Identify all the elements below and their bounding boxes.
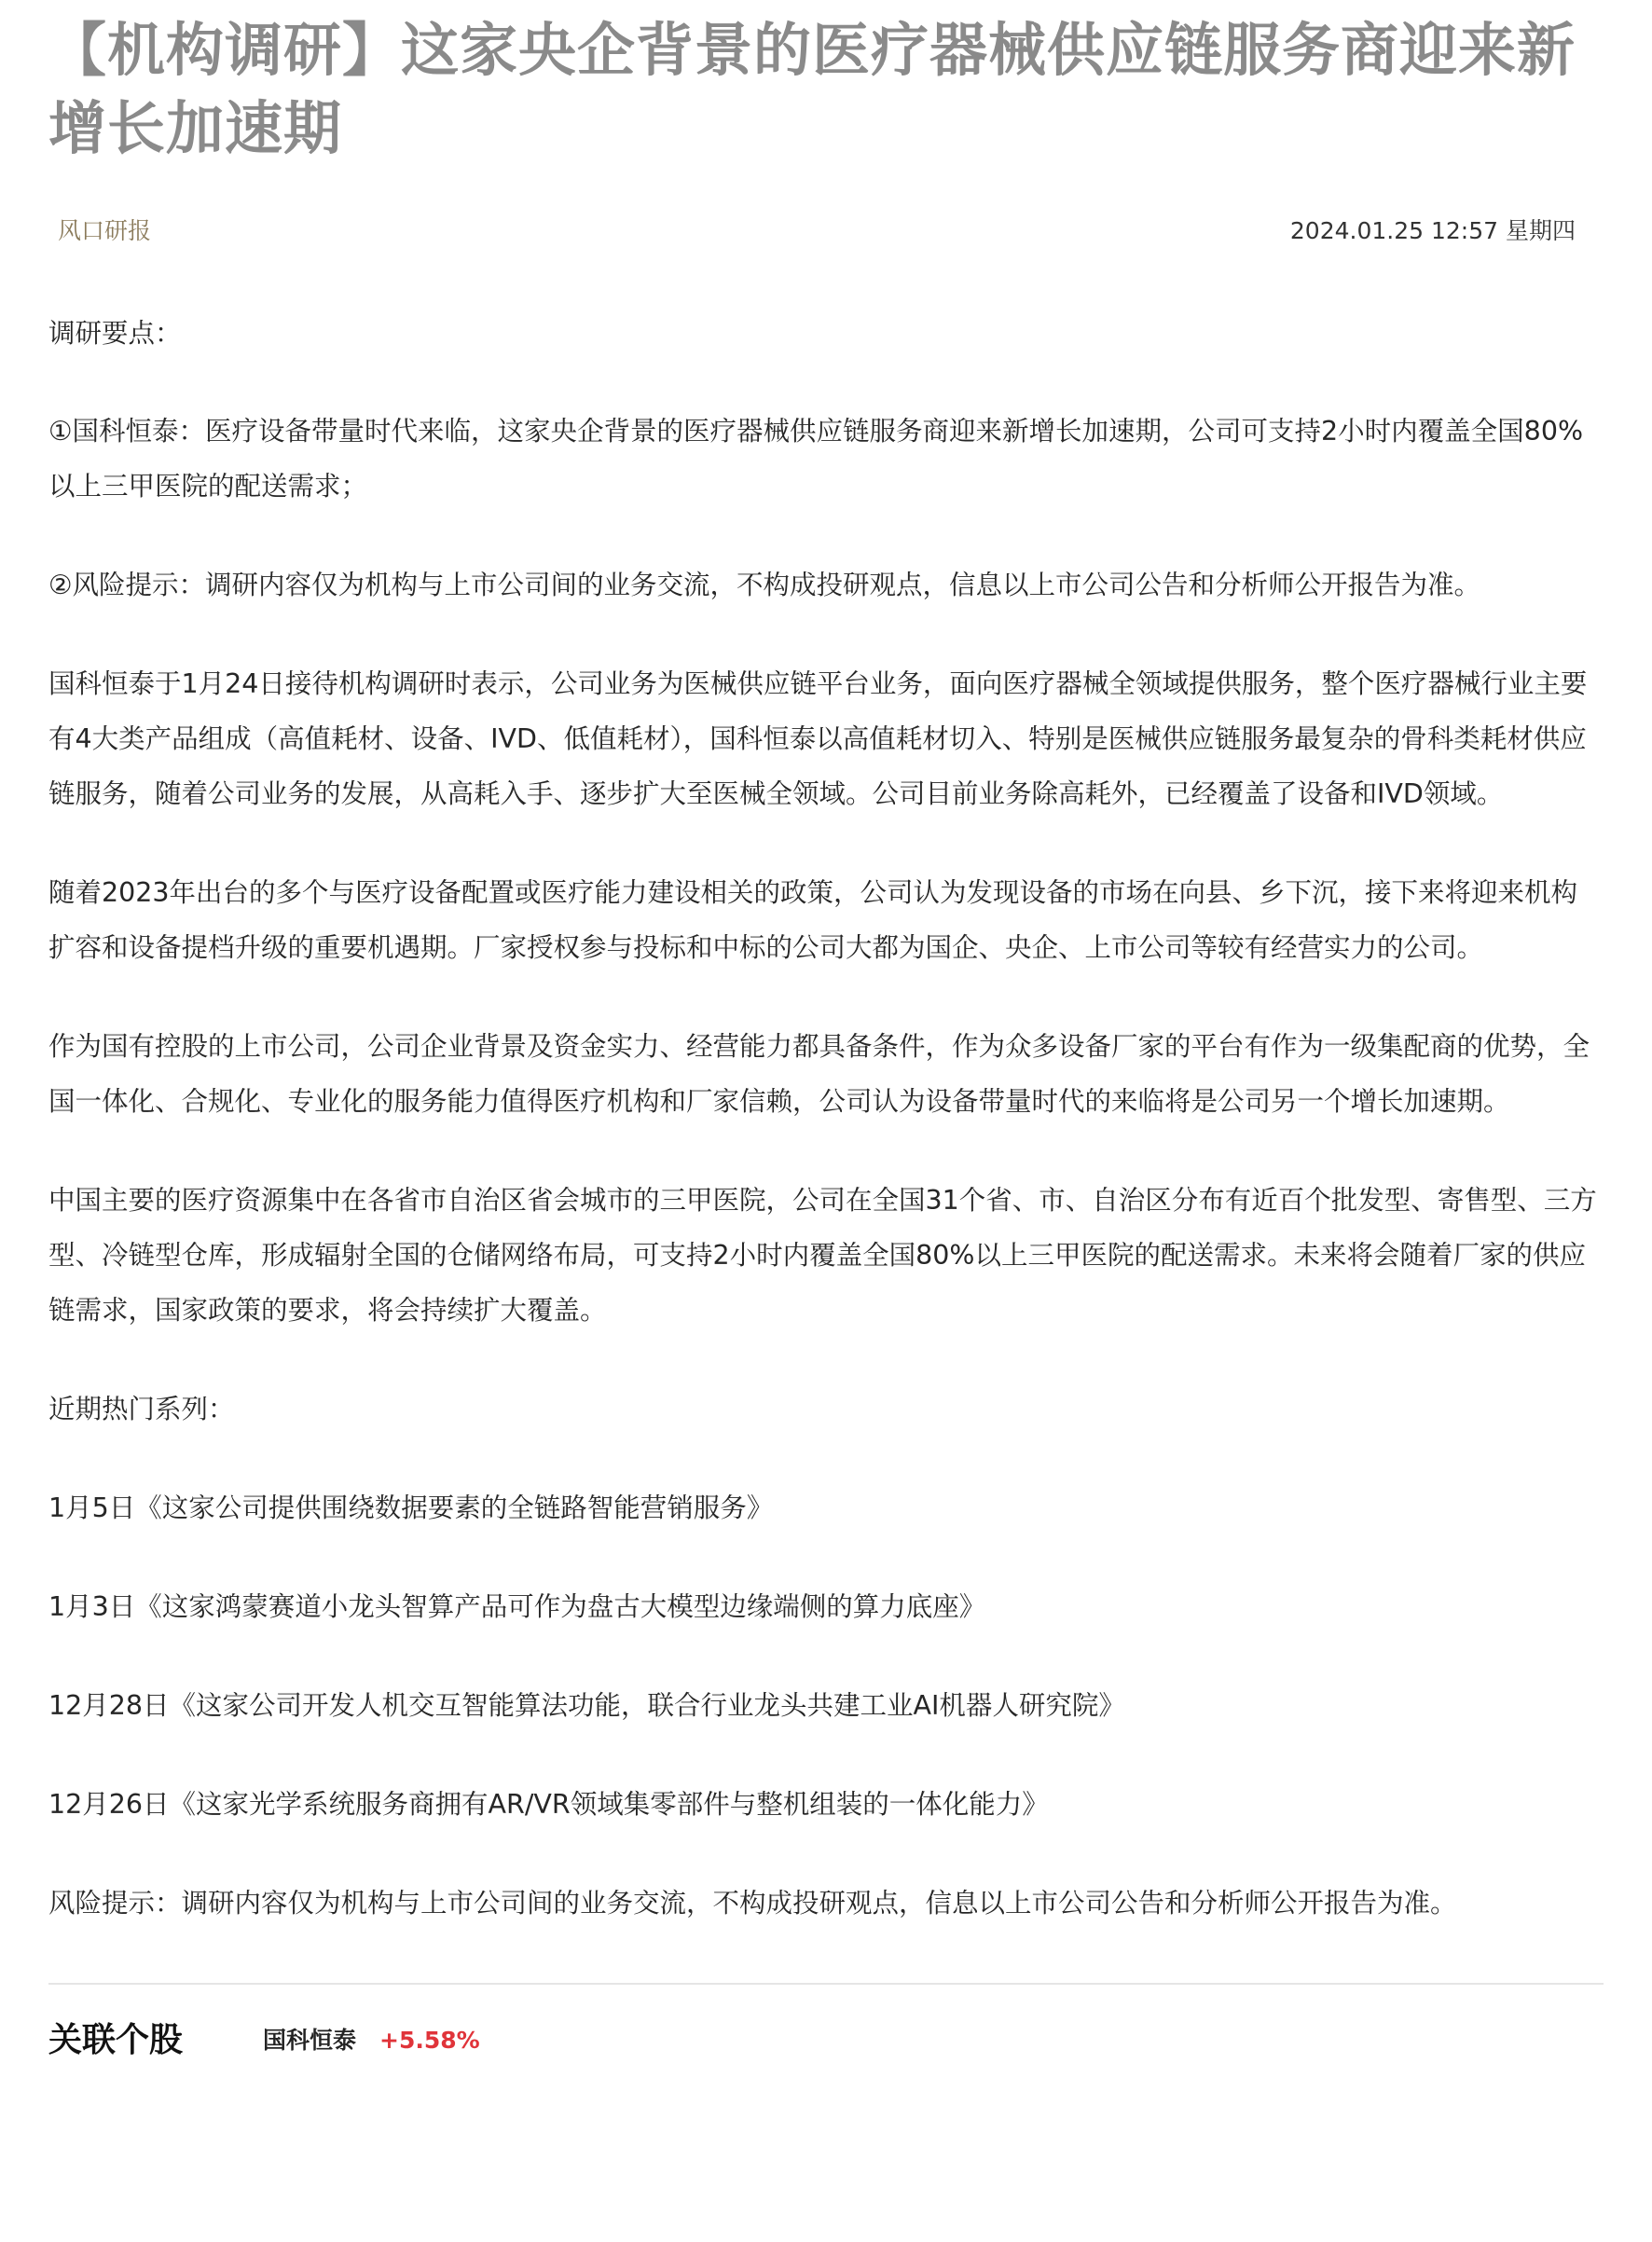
source-link[interactable]: 风口研报 bbox=[58, 217, 152, 244]
paragraph-key-point-1: ①国科恒泰：医疗设备带量时代来临，这家央企背景的医疗器械供应链服务商迎来新增长加速期，公司可支持2小时内覆盖全国80%以上三甲医院的配送需求； bbox=[48, 416, 1584, 502]
paragraph: 随着2023年出台的多个与医疗设备配置或医疗能力建设相关的政策，公司认为发现设备的市场在向县、乡下沉，接下来将迎来机构扩容和设备提档升级的重要机遇期。厂家授权参与投标和中标的公司大都为国企、央企、上市公司等较有经营实力的公司。 bbox=[48, 877, 1578, 963]
series-heading: 近期热门系列： bbox=[48, 1394, 235, 1424]
paragraph-key-point-2: ②风险提示：调研内容仅为机构与上市公司间的业务交流，不构成投研观点，信息以上市公司公告和分析师公开报告为准。 bbox=[48, 570, 1481, 600]
series-link[interactable]: 12月28日《这家公司开发人机交互智能算法功能，联合行业龙头共建工业AI机器人研究院》 bbox=[48, 1690, 1125, 1721]
article-body bbox=[48, 306, 1604, 1931]
paragraph: 中国主要的医疗资源集中在各省市自治区省会城市的三甲医院，公司在全国31个省、市、自治区分布有近百个批发型、寄售型、三方型、冷链型仓库，形成辐射全国的仓储网络布局，可支持2小时内覆盖全国80%以上三甲医院的配送需求。未来将会随着厂家的供应链需求，国家政策的要求，将会持续扩大覆盖。 bbox=[48, 1185, 1597, 1326]
article bbox=[48, 0, 1604, 2069]
related-stock-name[interactable]: 国科恒泰 bbox=[263, 2027, 357, 2054]
related-stocks bbox=[48, 1985, 1604, 2069]
paragraph: 作为国有控股的上市公司，公司企业背景及资金实力、经营能力都具备条件，作为众多设备厂家的平台有作为一级集配商的优势，全国一体化、合规化、专业化的服务能力值得医疗机构和厂家信赖，公司认为设备带量时代的来临将是公司另一个增长加速期。 bbox=[48, 1031, 1590, 1117]
article-title: 【机构调研】这家央企背景的医疗器械供应链服务商迎来新增长加速期 bbox=[48, 16, 1576, 162]
risk-disclaimer: 风险提示：调研内容仅为机构与上市公司间的业务交流，不构成投研观点，信息以上市公司公告和分析师公开报告为准。 bbox=[48, 1888, 1457, 1919]
publish-datetime: 2024.01.25 12:57 星期四 bbox=[1289, 217, 1576, 244]
paragraph-key-points-heading: 调研要点： bbox=[48, 318, 182, 349]
series-link[interactable]: 12月26日《这家光学系统服务商拥有AR/VR领域集零部件与整机组装的一体化能力》 bbox=[48, 1789, 1049, 1820]
paragraph: 国科恒泰于1月24日接待机构调研时表示，公司业务为医械供应链平台业务，面向医疗器械全领域提供服务，整个医疗器械行业主要有4大类产品组成（高值耗材、设备、IVD、低值耗材），国科恒泰以高值耗材切入、特别是医械供应链服务最复杂的骨科类耗材供应链服务，随着公司业务的发展，从高耗入手、逐步扩大至医械全领域。公司目前业务除高耗外，已经覆盖了设备和IVD领域。 bbox=[48, 668, 1588, 809]
series-link[interactable]: 1月3日《这家鸿蒙赛道小龙头智算产品可作为盘古大模型边缘端侧的算力底座》 bbox=[48, 1591, 986, 1622]
related-stock-change[interactable]: +5.58% bbox=[379, 2027, 480, 2054]
series-link[interactable]: 1月5日《这家公司提供围绕数据要素的全链路智能营销服务》 bbox=[48, 1492, 774, 1523]
related-stocks-label: 关联个股 bbox=[48, 2021, 184, 2059]
article-meta bbox=[48, 213, 1604, 268]
